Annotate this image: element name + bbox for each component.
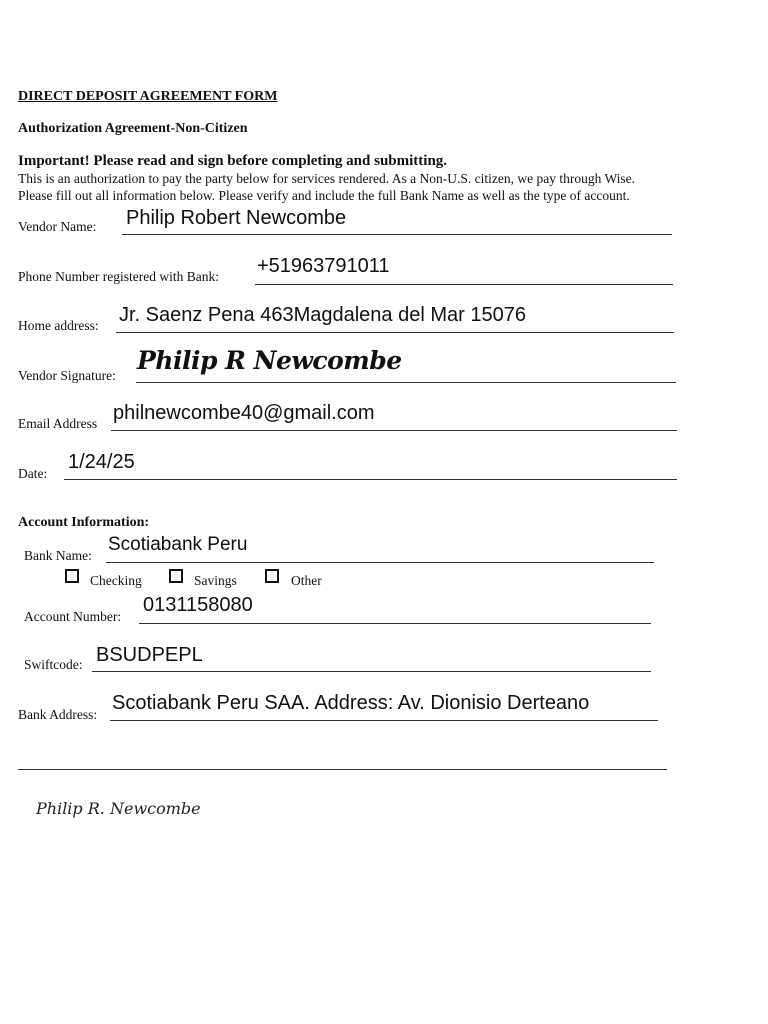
extra-address-line <box>18 769 667 770</box>
phone-label: Phone Number registered with Bank: <box>18 269 219 284</box>
bank-address-field[interactable]: Scotiabank Peru SAA. Address: Av. Dionisio Derteano <box>112 692 590 714</box>
savings-label: Savings <box>194 573 237 588</box>
form-title: DIRECT DEPOSIT AGREEMENT FORM <box>18 89 278 104</box>
vendor-name-underline <box>122 234 672 235</box>
account-number-label: Account Number: <box>24 609 122 624</box>
footer-signature: Philip R. Newcombe <box>36 799 201 818</box>
email-underline <box>111 430 677 431</box>
swiftcode-underline <box>92 671 651 672</box>
date-field[interactable]: 1/24/25 <box>68 451 135 473</box>
savings-checkbox[interactable] <box>169 569 183 583</box>
email-field[interactable]: philnewcombe40@gmail.com <box>113 402 375 424</box>
form-subtitle: Authorization Agreement-Non-Citizen <box>18 121 248 136</box>
bank-name-field[interactable]: Scotiabank Peru <box>108 534 248 555</box>
home-address-label: Home address: <box>18 318 99 333</box>
phone-underline <box>255 284 673 285</box>
other-checkbox[interactable] <box>265 569 279 583</box>
home-address-underline <box>116 332 674 333</box>
instructions-line-2: Please fill out all information below. Please verify and include the full Bank Name as well as the type of account. <box>18 188 630 203</box>
vendor-name-field[interactable]: Philip Robert Newcombe <box>126 207 347 229</box>
date-label: Date: <box>18 466 48 481</box>
vendor-signature-label: Vendor Signature: <box>18 368 116 383</box>
date-underline <box>64 479 677 480</box>
checking-label: Checking <box>90 573 142 588</box>
checking-checkbox[interactable] <box>65 569 79 583</box>
vendor-name-label: Vendor Name: <box>18 219 97 234</box>
account-number-field[interactable]: 0131158080 <box>143 594 253 616</box>
email-label: Email Address <box>18 416 98 431</box>
account-number-underline <box>139 623 651 624</box>
bank-name-underline <box>106 562 654 563</box>
home-address-field[interactable]: Jr. Saenz Pena 463Magdalena del Mar 15076 <box>119 304 526 326</box>
bank-name-label: Bank Name: <box>24 548 92 563</box>
bank-address-label: Bank Address: <box>18 707 98 722</box>
swiftcode-field[interactable]: BSUDPEPL <box>96 644 203 666</box>
other-label: Other <box>291 573 322 588</box>
vendor-signature-underline <box>136 382 676 383</box>
instructions-line-1: This is an authorization to pay the party below for services rendered. As a Non-U.S. citizen, we pay through Wise. <box>18 171 636 186</box>
phone-field[interactable]: +51963791011 <box>257 255 390 277</box>
vendor-signature-field[interactable]: Philip R Newcombe <box>137 346 402 375</box>
bank-address-underline <box>110 720 658 721</box>
important-notice: Important! Please read and sign before completing and submitting. <box>18 153 448 169</box>
account-info-heading: Account Information: <box>18 515 150 530</box>
swiftcode-label: Swiftcode: <box>24 657 83 672</box>
